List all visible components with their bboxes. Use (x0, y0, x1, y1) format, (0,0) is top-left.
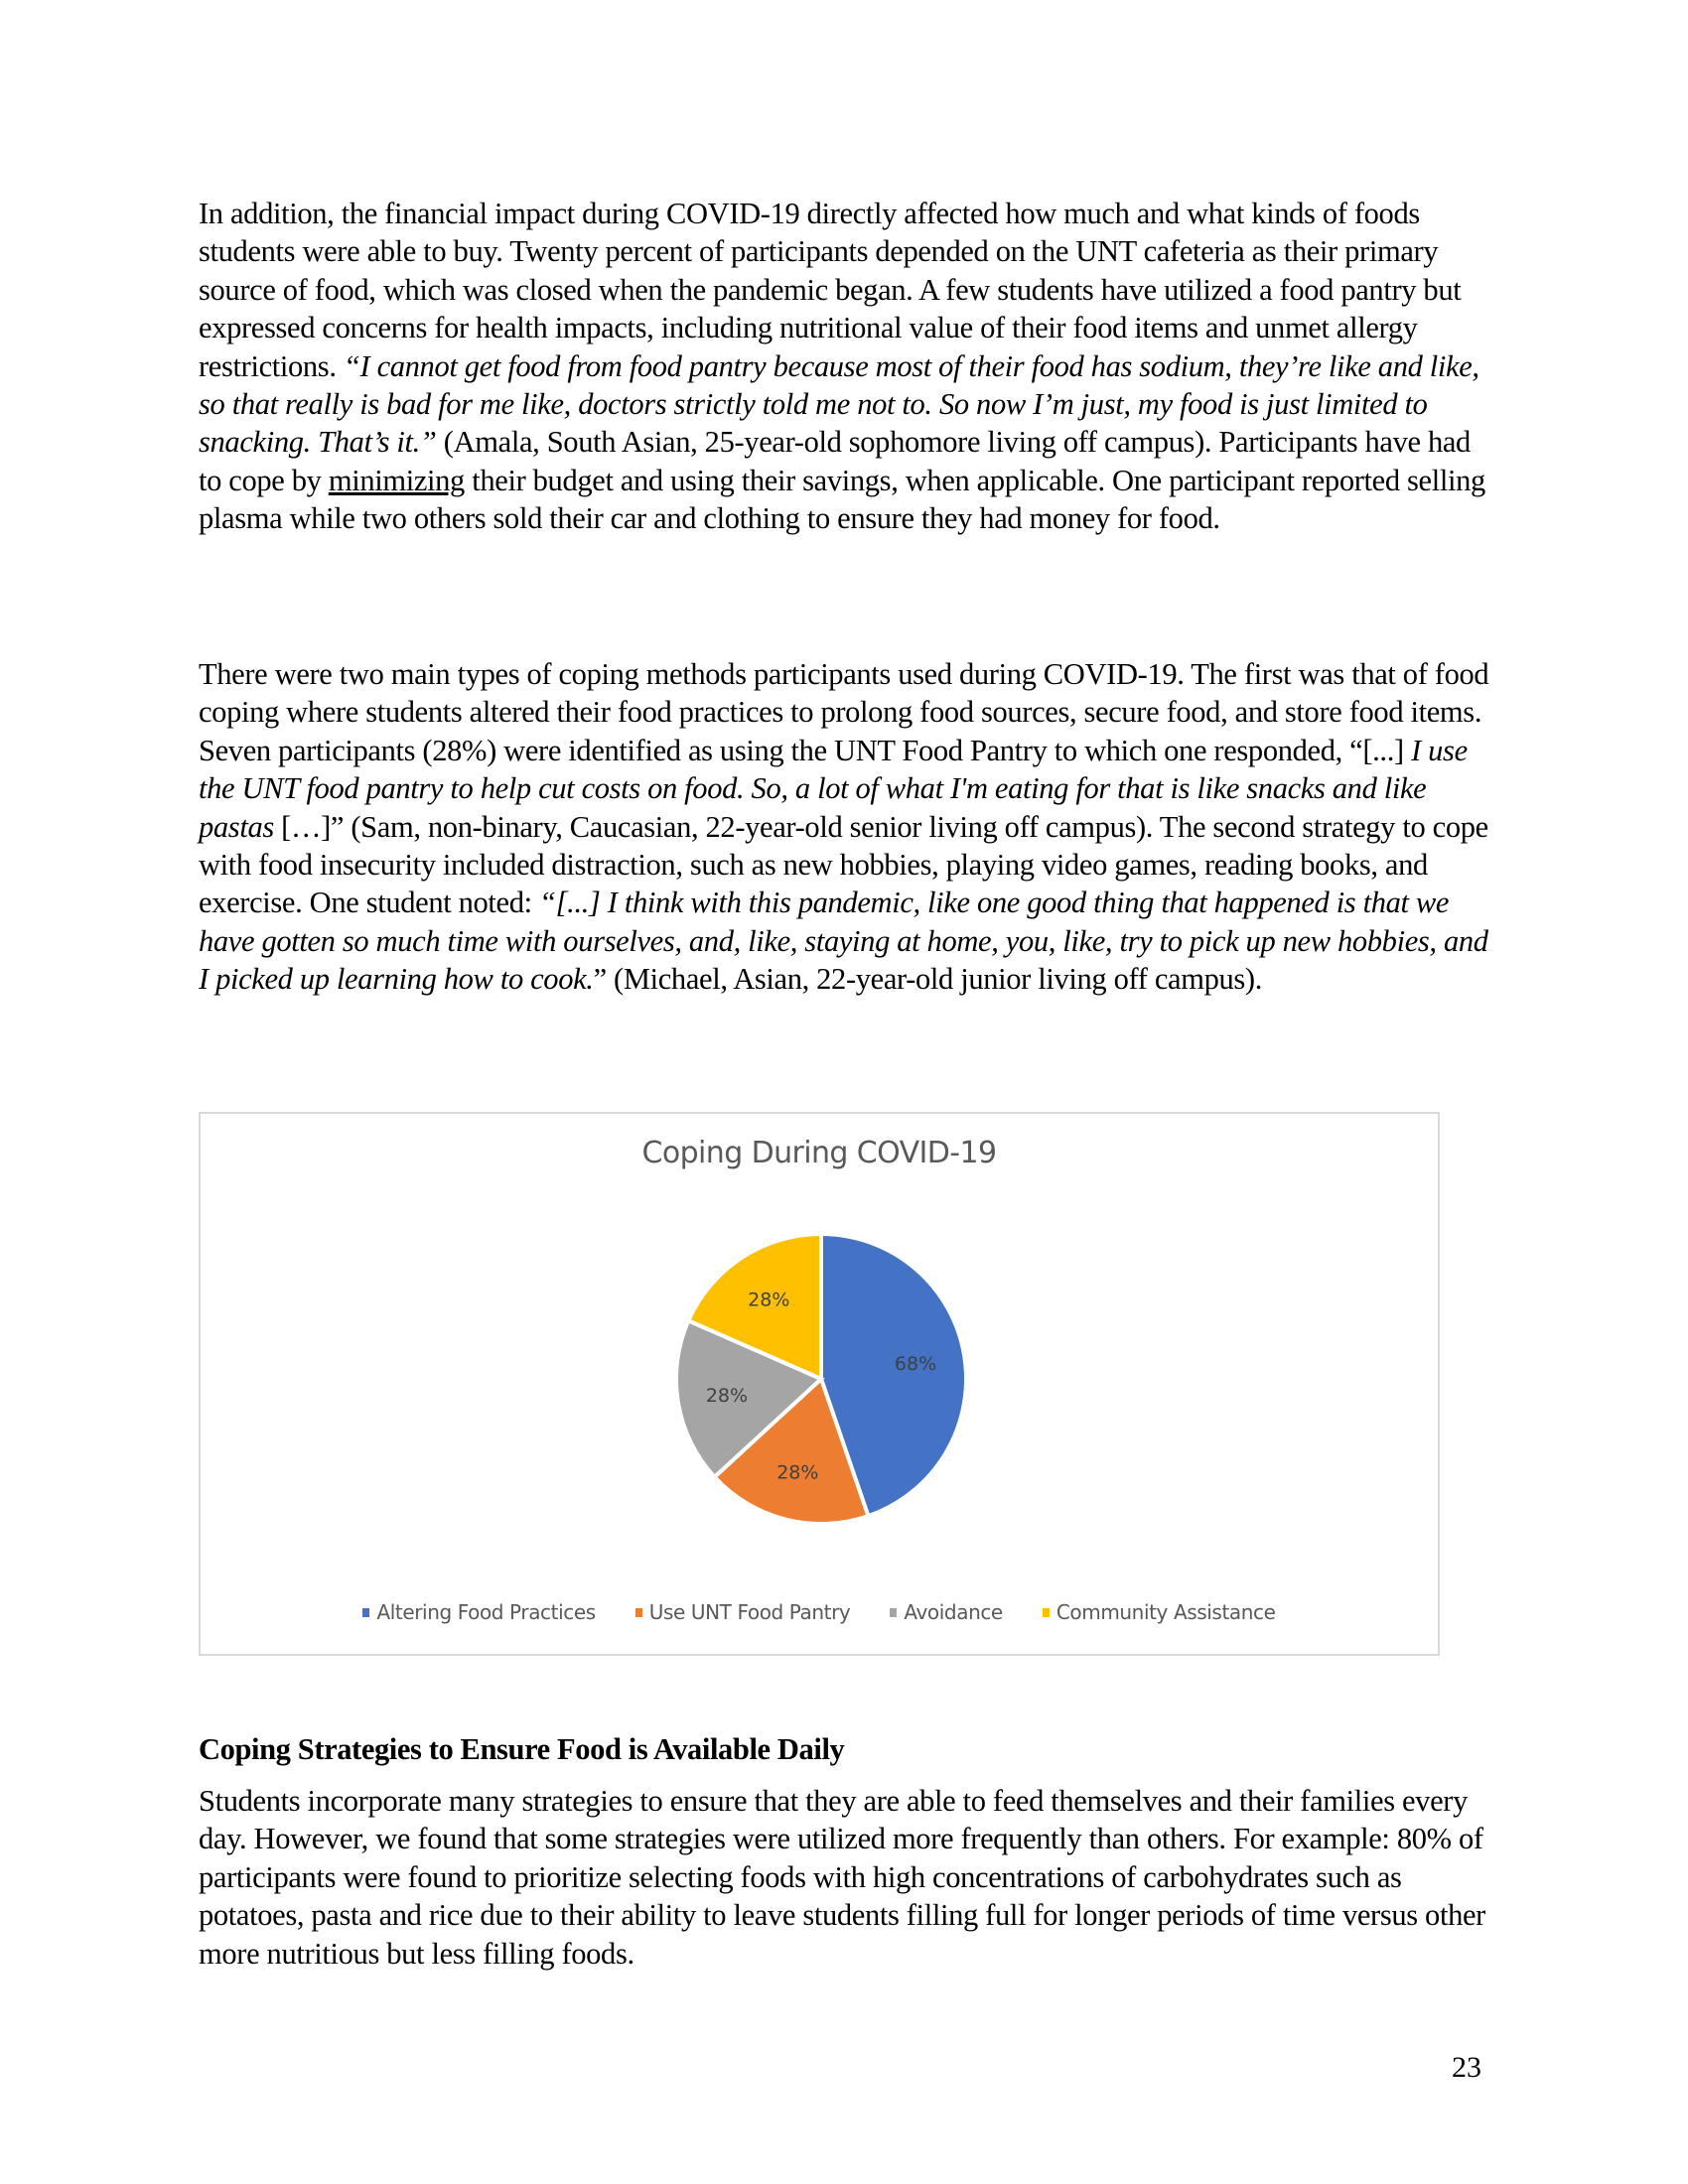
section-heading: Coping Strategies to Ensure Food is Available Daily (199, 1732, 845, 1766)
pie-data-label: 68% (894, 1353, 937, 1376)
paragraph-daily-strategies: Students incorporate many strategies to ensure that they are able to feed themselves and their families every day. However, we found that some strategies were utilized more frequently than others. For example: 80% of participants were found to prioritize selecting foods with high concentrations of carbohydrates such as potatoes, pasta and rice due to their ability to leave students filling full for longer periods of time versus other more nutritious but less filling foods. (199, 1784, 1485, 1971)
chart-legend (201, 1600, 1438, 1624)
legend-swatch-icon (1043, 1608, 1050, 1617)
legend-swatch-icon (890, 1608, 897, 1617)
legend-item (635, 1600, 851, 1624)
legend-label: Community Assistance (1055, 1600, 1276, 1624)
paragraph-text: ” (Michael, Asian, 22-year-old junior living off campus). (593, 962, 1262, 997)
legend-swatch-icon (635, 1608, 642, 1617)
legend-swatch-icon (362, 1608, 369, 1617)
quote-michael: “[...] I think with this pandemic, like one good thing that happened is that we have gotten so much time with ourselves, and, like, staying at home, you, like, try to pick up new hobbies, and I picked up learning how to cook. (199, 886, 1488, 997)
paragraph-text: their budget and using their savings, when applicable. One participant reported selling plasma while two others sold their car and clothing to ensure they had money for food. (199, 463, 1485, 536)
paragraph-coping-methods (199, 655, 1499, 999)
quote-amala: “I cannot get food from food pantry because most of their food has sodium, they’re like and like, so that really is bad for me like, doctors strictly told me not to. So now I’m just, my food is just limited to snacking. That’s it.” (199, 348, 1479, 460)
pie-chart-plot (201, 1114, 1438, 1654)
pie-chart (199, 1112, 1440, 1656)
legend-label: Altering Food Practices (376, 1600, 596, 1624)
pie-data-label: 28% (776, 1461, 819, 1484)
legend-label: Avoidance (904, 1600, 1003, 1624)
paragraph-financial-impact (199, 195, 1499, 538)
legend-item (362, 1600, 595, 1624)
chart-title: Coping During COVID-19 (641, 1136, 997, 1170)
legend-label: Use UNT Food Pantry (648, 1600, 851, 1624)
underlined-word: minimizing (328, 463, 465, 497)
page-number: 23 (1452, 2051, 1481, 2084)
paragraph-text: (Amala, South Asian, 25-year-old sophomore living off campus). Participants have had to cope by (199, 425, 1471, 497)
legend-item (1043, 1600, 1276, 1624)
legend-item (890, 1600, 1002, 1624)
pie-data-label: 28% (705, 1384, 749, 1407)
paragraph-text: There were two main types of coping methods participants used during COVID-19. The first was that of food coping where students altered their food practices to prolong food sources, secure food, and store food items. Seven participants (28%) were identified as using the UNT Food Pantry to which one responded, “[...] (199, 657, 1489, 767)
paragraph-text: […]” (Sam, non-binary, Caucasian, 22-year-old senior living off campus). The second strategy to cope with food insecurity included distraction, such as new hobbies, playing video games, reading books, and exercise. One student noted: (199, 809, 1488, 920)
quote-sam: I use the UNT food pantry to help cut costs on food. So, a lot of what I'm eating for that is like snacks and like pastas (199, 733, 1468, 844)
paragraph-text: In addition, the financial impact during COVID-19 directly affected how much and what kinds of foods students were able to buy. Twenty percent of participants depended on the UNT cafeteria as their primary source of food, which was closed when the pandemic began. A few students have utilized a food pantry but expressed concerns for health impacts, including nutritional value of their food items and unmet allergy restrictions. (199, 197, 1462, 383)
pie-data-label: 28% (748, 1289, 790, 1311)
